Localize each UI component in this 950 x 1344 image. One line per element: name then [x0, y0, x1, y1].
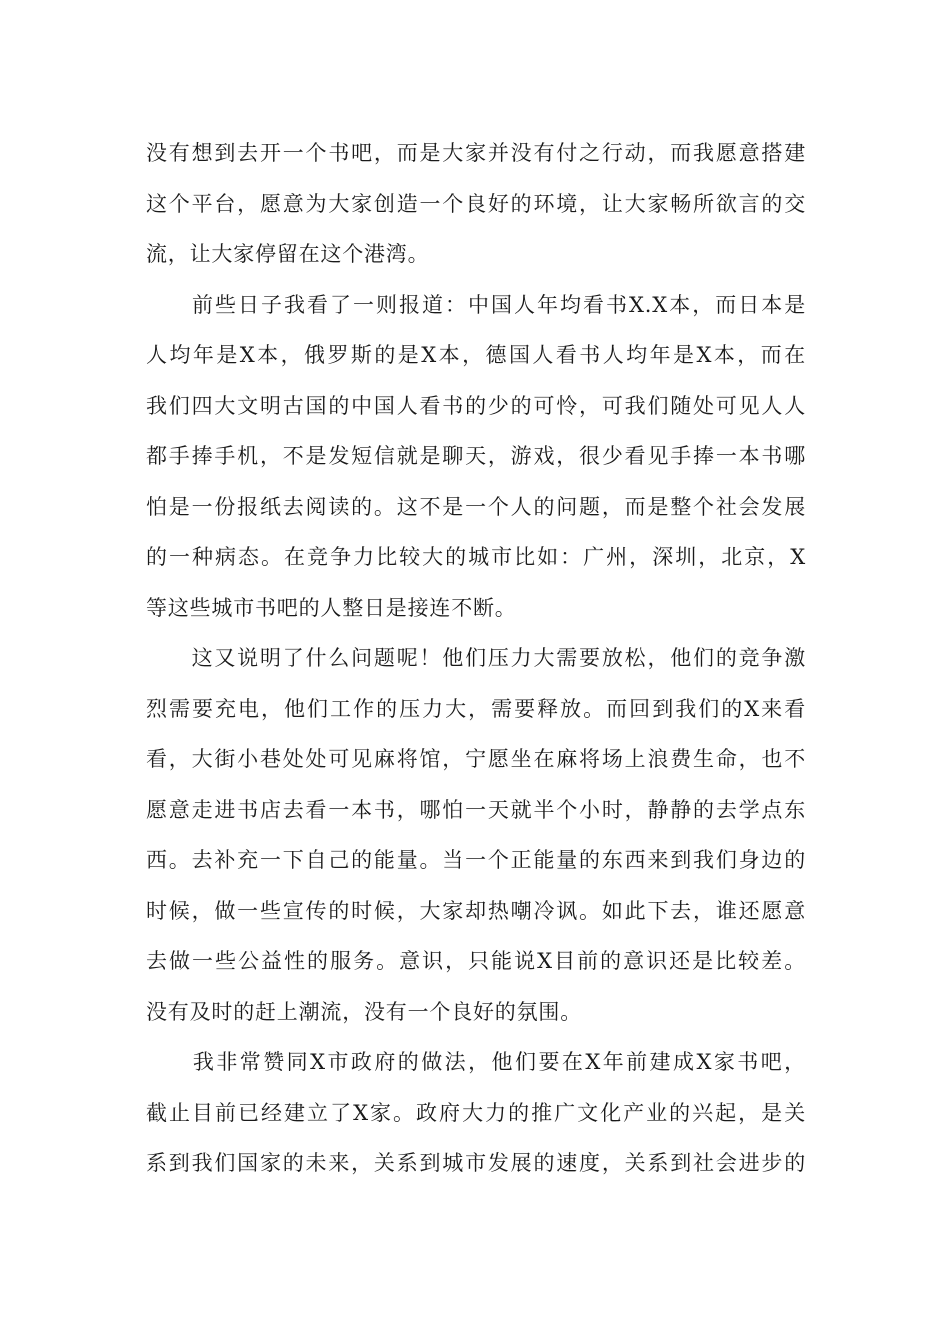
paragraph-line: 愿意走进书店去看一本书，哪怕一天就半个小时，静静的去学点东 — [146, 797, 806, 822]
paragraph-4 — [146, 1037, 806, 1189]
paragraph-line: 这又说明了什么问题呢！他们压力大需要放松，他们的竞争激 — [146, 646, 806, 670]
paragraph-line: 系到我们国家的未来，关系到城市发展的速度，关系到社会进步的 — [146, 1151, 806, 1175]
paragraph-line: 西。去补充一下自己的能量。当一个正能量的东西来到我们身边的 — [146, 848, 806, 872]
paragraph-3 — [146, 633, 806, 1037]
paragraph-line: 我非常赞同X市政府的做法，他们要在X年前建成X家书吧， — [146, 1050, 806, 1074]
paragraph-line: 没有想到去开一个书吧，而是大家并没有付之行动，而我愿意搭建 — [146, 141, 806, 165]
paragraph-1 — [146, 128, 806, 280]
paragraph-line: 没有及时的赶上潮流，没有一个良好的氛围。 — [146, 999, 582, 1024]
paragraph-line: 烈需要充电，他们工作的压力大，需要释放。而回到我们的X来看 — [146, 696, 806, 721]
paragraph-line: 的一种病态。在竞争力比较大的城市比如：广州，深圳，北京，X — [146, 545, 806, 569]
paragraph-line: 等这些城市书吧的人整日是接连不断。 — [146, 595, 517, 620]
paragraph-line: 怕是一份报纸去阅读的。这不是一个人的问题，而是整个社会发展 — [146, 494, 806, 519]
paragraph-line: 前些日子我看了一则报道：中国人年均看书X.X本，而日本是 — [146, 292, 806, 317]
paragraph-line: 去做一些公益性的服务。意识，只能说X目前的意识还是比较差。 — [146, 949, 806, 973]
paragraph-line: 时候，做一些宣传的时候，大家却热嘲冷讽。如此下去，谁还愿意 — [146, 898, 806, 923]
document-body — [146, 128, 806, 1189]
paragraph-line: 截止目前已经建立了X家。政府大力的推广文化产业的兴起，是关 — [146, 1100, 806, 1125]
paragraph-line: 流，让大家停留在这个港湾。 — [146, 242, 430, 266]
paragraph-line: 看，大街小巷处处可见麻将馆，宁愿坐在麻将场上浪费生命，也不 — [146, 747, 806, 771]
paragraph-line: 都手捧手机，不是发短信就是聊天，游戏，很少看见手捧一本书哪 — [146, 444, 806, 468]
paragraph-line: 我们四大文明古国的中国人看书的少的可怜，可我们随处可见人人 — [146, 393, 806, 418]
paragraph-line: 这个平台，愿意为大家创造一个良好的环境，让大家畅所欲言的交 — [146, 191, 806, 216]
paragraph-2 — [146, 280, 806, 634]
paragraph-line: 人均年是X本，俄罗斯的是X本，德国人看书人均年是X本，而在 — [146, 343, 806, 367]
